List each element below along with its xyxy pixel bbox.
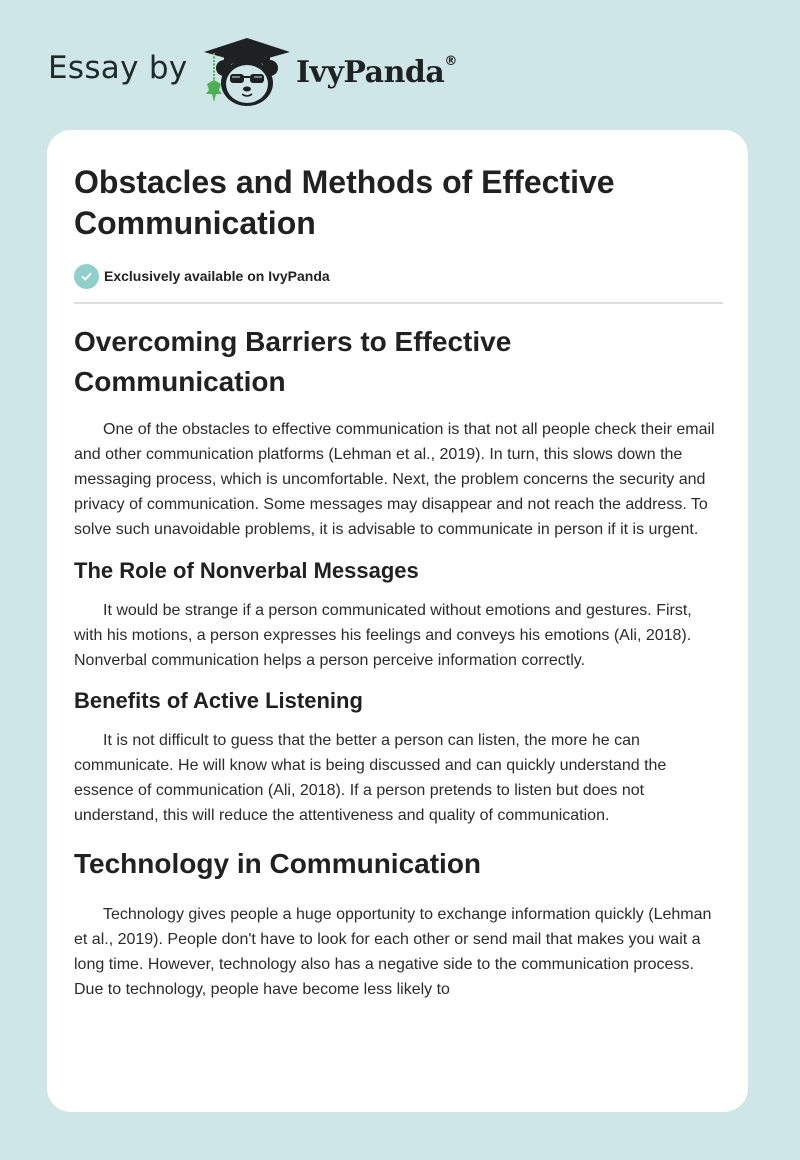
section-paragraph: It would be strange if a person communicated without emotions and gestures. First, with his motions, a person expresses his feelings and conveys his emotions (Ali, 2018). Nonverbal communication helps a person perceive information correctly. (74, 602, 692, 669)
panda-graduation-cap-icon[interactable] (202, 36, 292, 108)
section-paragraph: It is not difficult to guess that the better a person can listen, the more he can communicate. He will know what is being discussed and can quickly understand the essence of communication (Ali, 2018). If a person pretends to listen but does not understand, this will reduce the attentiveness and quality of communication. (74, 732, 667, 824)
essay-by-label: Essay by (48, 50, 188, 86)
divider (74, 302, 723, 304)
section-paragraph: One of the obstacles to effective communication is that not all people check their email and other communication platforms (Lehman et al., 2019). In turn, this slows down the messaging process, which is uncomfortable. Next, the problem concerns the security and privacy of communication. Some messages may disappear and not reach the address. To solve such unavoidable problems, it is advisable to communicate in person if it is urgent. (74, 421, 715, 538)
page-title: Obstacles and Methods of Effective Communication (74, 164, 615, 241)
registered-mark: ® (444, 54, 457, 69)
essay-content (74, 320, 724, 1002)
exclusive-badge (74, 263, 330, 289)
section-heading: Benefits of Active Listening (74, 688, 363, 713)
badge-text: Exclusively available on IvyPanda (104, 268, 330, 284)
brand-logo[interactable] (296, 55, 457, 90)
section-paragraph: Technology gives people a huge opportunity to exchange information quickly (Lehman et al., 2019). People don't have to look for each other or send mail that makes you wait a long time. However, technology also has a negative side to the communication process. Due to technology, people have become less likely to (74, 906, 712, 998)
site-header (0, 0, 800, 130)
section-heading: Technology in Communication (74, 848, 482, 879)
brand-name: IvyPanda (296, 55, 445, 90)
section-heading: Overcoming Barriers to Effective Communication (74, 326, 512, 397)
check-circle-icon (74, 264, 99, 289)
essay-card (47, 130, 748, 1112)
section-heading: The Role of Nonverbal Messages (74, 558, 419, 583)
